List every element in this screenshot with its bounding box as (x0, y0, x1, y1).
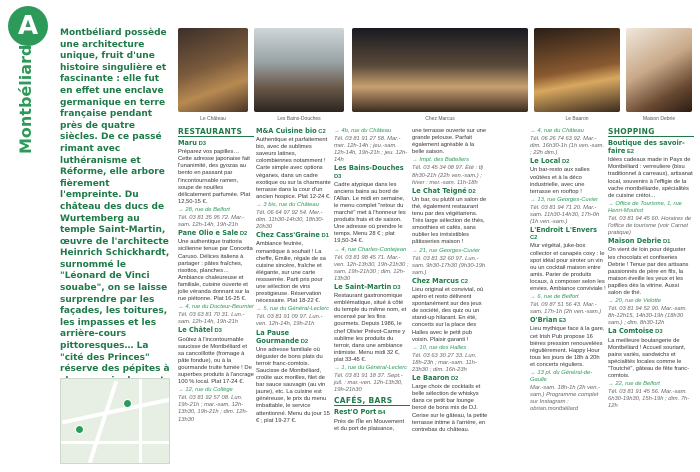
entry-text: Idées cadeaux made in Pays de Montbéliard : verreuliere (bisu traditionnel à carreaux), artisanat local, souvenirs à l'effigie de la vache montbéliarde, spécialités de cuisine crétoi… (608, 157, 693, 199)
entry-address: → 5, rue du Général-Leclerc (256, 306, 330, 313)
column-restaurants-2 (256, 128, 332, 426)
entry-text: On vient de loin pour déguster les chocolats et confiseries Debrie ! Tenue par des artisans passionnés de père en fils, la maison éveille les yeux et les papilles dès la vitrine. Aussi salon de thé. (608, 247, 689, 296)
entry-name: Chez Cass'Graine (256, 231, 320, 240)
photo-bains-douches (254, 28, 344, 122)
entry-hours: Tél. 06 64 97 92 54. Mer.-dim. 11h30-14h30, 18h30-20h30 (256, 210, 324, 231)
entry-hours: Tél. 03 81 94 71 20. Mar.-sam. 11h30-14h30, 17h-0h (1h ven.-sam.) (530, 204, 600, 226)
map-grid-ref: D2 (468, 188, 476, 195)
map-grid-ref: D3 (214, 328, 222, 335)
entry-text: Authentique et parfaitement bio, avec de sublimes saveurs latines, colombiennes notamment ! Carte simple avec options véganes, dans un cadre exotique ou sur la charmante terrasse dans la cour d'un ancien hospice. Plat 12-24 €. (256, 137, 331, 200)
entry-address: → 28, rue de Belfort (178, 206, 230, 213)
map-grid-ref: C2 (460, 278, 468, 285)
map-grid-ref: B4 (377, 410, 386, 417)
entry-address: → 6, rue de Belfort (530, 294, 579, 301)
entry-name: La Pause Gourmande (256, 328, 300, 345)
map-grid-ref: D2 (451, 376, 459, 383)
entry-name: L'Endroit L'Envers (530, 226, 597, 235)
entry-address: → Office de Tourisme, 1, rue Henri-Mouhot (608, 200, 682, 214)
map-grid-ref: D3 (655, 329, 663, 336)
column-bars-2 (530, 128, 606, 415)
entry-text: La meilleure boulangerie de Montbéliard ! Accueil souriant, pains variés, sandwichs et spécialités locales comme le "Toutché", gâteau de fête franc-comtois. (608, 337, 690, 379)
map-grid-ref: D2 (300, 338, 309, 345)
photo-caption: Les Bains-Douches (277, 116, 321, 122)
photo-caption: Le Château (200, 116, 226, 122)
entry-hours: Tél. 03 45 34 08 97. Été : tlj 8h30-21h (22h ven.-sam.) ; hiver : mer.-sam. 11h-18h (412, 165, 483, 186)
entry-name: Les Bains-Douches (334, 164, 404, 173)
entry-address: → 20, rue de Velotte (608, 298, 661, 305)
sidebar (0, 0, 58, 472)
section-heading: SHOPPING (608, 128, 694, 137)
photo-strip (178, 28, 692, 122)
map-grid-ref: E3 (558, 318, 567, 325)
entry-name: Rest'O Port (334, 408, 377, 417)
entry-text: Large choix de cocktails et belle sélection de whiskys dans ce petit bar lounge bercé de bons mix de DJ. Cerise sur le gâteau, la petite terrasse intime à l'arrière, en contrebas du château. (412, 384, 488, 433)
photo-baaron (534, 28, 620, 122)
entry-hours: Tél. 03 81 91 09 97. Lun.-ven. 12h-14h, 19h-21h (256, 314, 323, 328)
entry-hours: Tél. 03 81 32 60 97. Lun.-sam. 9h30-17h30 (9h30-19h sam.) (412, 255, 486, 276)
map-grid-ref: D3 (198, 141, 207, 148)
map-road (139, 379, 142, 464)
entry-hours: Tél. 03 81 94 45 60. Horaires de l'office de tourisme (voir Carnet pratique) (608, 216, 692, 237)
photo-chateau (178, 28, 248, 122)
city-map[interactable] (60, 378, 170, 464)
section-heading: RESTAURANTS (178, 128, 254, 137)
entry-text: Un bar, ou plutôt un salon de thé, également restaurant tenu par des végétariens. Très large sélection de thés, smoothies et cafés, sans oublier les irrésistibles pâtisseries maison ! (412, 196, 487, 246)
entry-text: Une adresse familiale où déguster de bons plats du terroir franc-comtois. Saucisse de Montbéliard, croûte aux morilles, filet de bar sauce sauvagin (au vin jaune), etc. La cuisine est généreuse, le prix du menu imbattable, le service attentionné. Menu du jour 15 € ; plat 19-27 €. (256, 346, 330, 424)
entry-hours: Tél. 03 81 98 45 71. Mar.-ven. 12h-13h30, 19h-21h30 ; sam. 19h-21h30 ; dim. 12h-13h30 (334, 254, 409, 282)
food-photo (178, 28, 248, 112)
entry-name: Chez Marcus (412, 276, 459, 285)
map-road (61, 441, 170, 444)
entry-name: Maison Debrie (608, 237, 662, 246)
entry-text: Préparez vos papilles… Cette adresse japonaise fait l'unanimité, des gyozas au bento en passant par l'incontournable ramen, soupe de nouilles délicatement parfumée. Plat 12,50-15 €. (178, 149, 251, 205)
entry-address: → 21, rue Georges-Cuvier (412, 247, 480, 254)
entry-name: Maru (178, 139, 197, 148)
map-grid-ref: D1 (321, 233, 329, 240)
entry-text: Lieu mythique face à la gare, cet Irish Pub propose 16 bières pression renouvelées régulièrement. Happy Hour tous les jours de 18h à 20h et concerts réguliers. (530, 326, 605, 368)
intro-text: Montbéliard possède une architecture unique, fruit d'une histoire singulière et fascinante : elle fut en effet une enclave germanique en terre française pendant près de quatre siècles. De ce passé rimant avec luthéranisme et Réforme, elle arbore fièrement l'empreinte. Du château des ducs de Wurtemberg au temple Saint-Martin, œuvre de l'architecte Heinrich Schickhardt, surnommé le "Léonard de Vinci souabe", on se laisse surprendre par les façades, les toitures, les impasses et les arrière-cours pittoresques… La "cité des Princes" réserve des pépites à (60, 28, 170, 375)
entry-hours: Mar.-sam. 18h-1h (2h ven.-sam.) Programme complet sur Instagram : obrian.montbéliard (530, 385, 601, 413)
column-restaurants (178, 128, 254, 425)
entry-text: Mur végétal, juke-box collector et canapés cosy : le spot idéal pour siroter un vin ou un cocktail maison entre amis. Parier de produits locaux, à composer selon les envies. Ambiance conviviale ! (530, 243, 606, 292)
map-grid-ref: C2 (530, 235, 538, 242)
entry-hours: Tél. 03 81 35 95 72. Mar.-sam. 12h-14h, 19h-21h (178, 215, 245, 229)
entry-address: → 10, rue des Halles (412, 344, 467, 351)
entry-address: → 13, rue Georges-Cuvier (530, 196, 598, 203)
entry-address: → 4, rue du Docteur-Beurnier (178, 304, 254, 311)
photo-caption: Chez Marcus (425, 116, 455, 122)
entry-hours: Tél. 03 81 91 18 37. Sept.-juil. : mar.-ven. 12h-13h30, 19h-21h30 (334, 373, 403, 394)
map-grid-ref: D2 (239, 231, 248, 238)
vertical-title-wrap (14, 44, 36, 158)
entry-address: → 4, rue du Château (530, 128, 584, 134)
map-grid-ref: C2 (318, 129, 326, 135)
entry-address: → 4, rue Charles-Contejean (334, 246, 407, 253)
photo-caption: Le Baaron (565, 116, 589, 122)
map-grid-ref: D2 (561, 159, 570, 166)
city-title: Montbéliard (16, 44, 35, 154)
chocolate-photo (626, 28, 692, 112)
entry-hours: Tél. 03 81 91 45 56. Mar.-sam. 6h30-19h30, 15h-19h ; dim. 7h-12h (608, 389, 690, 410)
column-restaurants-3 (334, 128, 410, 434)
entry-name: Le Chat Teigné (412, 186, 467, 195)
terrace-photo (254, 28, 344, 112)
entry-text: Cadre atypique dans les anciens bains au bord de l'Allan. Le midi en semaine, le menu complet "retour du marché" met à l'honneur les produits frais et de saison. Une adresse où prendre le temps. Menu 28 € ; plat 19,50-34 €. (334, 181, 406, 245)
entry-name: Le Châtel (178, 326, 213, 335)
map-grid-ref: D3 (393, 284, 401, 291)
entry-text: Lieu original et convivial, où apéro et resto délivrent spontanément sur des jeux de société, des quiz ou un stand-up hilarant. En été, concerts sur la place des Halles avec le petit pub voisin. Plaisir garanti ! (412, 286, 484, 343)
entry-text: Ambiance feutrée, romantique à souhait ! La cheffe, Émilie, régale de sa cuisine sincère, fraîche et élégante, sur une carte ressserrée. Parti pris pour une sélection de vins prestigieuse. Réservation nécessaire. Plat 18-22 €. (256, 241, 326, 305)
entry-text: Une authentique trattoria sicilienne tenue par Concetta Caruso. Délices italiens à partager : pâtes fraîches, risottos, planches… Ambiance chaleureuse et familiale, cuisine ouverte et jolie véranda donnant sur la rue piétonne. Plat 16-25 €. (178, 239, 253, 303)
entry-hours: Tél. 03 81 91 27 58. Mar.-mer. 12h-14h ; jeu.-sam. 12h-14h, 19h-21h ; jeu. 12h-14h (334, 136, 408, 164)
column-shopping (608, 128, 694, 411)
entry-text: Un bar-resto aux salles voûtées et à la déco industrielle, avec une terrasse en rooftop ! (530, 167, 590, 195)
entry-address: → 1, rue du Général-Leclerc (334, 365, 408, 371)
entry-hours: Tél. 03 63 81 70 31. Lun.-sam. 12h-14h, 19h-21h (178, 312, 245, 326)
map-pin-icon (75, 425, 84, 434)
entry-hours: Tél. 03 63 30 27 33. Lun. 18h-23h ; mar.-sam. 11h-23h30 ; dim. 16h-23h (412, 352, 477, 373)
entry-address: → 3 bis, rue du Château (256, 201, 319, 208)
section-heading: CAFÉS, BARS (334, 397, 410, 406)
map-road (88, 380, 118, 463)
entry-name: Pane Olio e Sale (178, 229, 239, 238)
entry-name: La Comtoise (608, 327, 654, 336)
entry-text: Près de l'Île en Mouvement et du port de plaisance, (334, 418, 405, 432)
entry-address: → 22, rue de Belfort (608, 381, 660, 388)
entry-text: Goûtez à l'incontournable saucisse de Montbéliard et sa cancoillotte (fromage à pâte fondue), ou à la gourmande truite fumée ! De superbes produits à l'ancrage 100 % local. Plat 17-24 €. (178, 336, 254, 386)
entry-name: Le Saint-Martin (334, 282, 392, 291)
photo-caption: Maison Debrie (642, 116, 676, 122)
bar-photo (352, 28, 528, 112)
entry-name: Le Local (530, 157, 561, 166)
map-grid-ref: E2 (626, 149, 635, 156)
entry-address: → 12, rue du Collège (178, 387, 233, 394)
entry-address: → 13 pl. du Général-de-Gaulle (530, 370, 593, 384)
map-road (62, 398, 170, 425)
entry-name: O'Brian (530, 316, 558, 325)
section-letter-badge: A (8, 6, 48, 46)
entry-hours: Tél. 03 81 92 57 08. Lun. 19h-21h ; mar.-sam. 12h-13h30, 19h-21h ; dim. 12h-13h30 (178, 395, 248, 423)
map-grid-ref: D1 (663, 239, 671, 246)
cocktail-photo (534, 28, 620, 112)
entry-hours: Tél. 09 87 51 56 43. Mar.-sam. 17h-1h (2h ven.-sam.) (530, 302, 602, 316)
entry-text: Restaurant gastronomique emblématique, situé à côté du temple du même nom, et encensé par les fins gourmets. Depuis 1986, le chef Olivier Prévot-Carme y sublime les produits du terroir, dans une ambiance intimiste. Menu midi 32 €, plat 33-45 €. (334, 293, 407, 363)
entry-name: Boutique des savoir-faire (608, 139, 685, 156)
entry-address: → Impt. des Batteliers (412, 157, 470, 164)
entry-hours: Tél. 03 81 94 52 90. Mar.-sam. 8h-12h15, 14h30-19h (18h30 sam.) ; dim. 8h30-12h (608, 306, 688, 327)
map-pin-icon (123, 399, 132, 408)
entry-address: → 4b, rue du Château (334, 128, 392, 134)
map-grid-ref: D3 (334, 173, 342, 180)
entry-name: M&A Cuisine bio (256, 127, 317, 135)
photo-chez-marcus (352, 28, 528, 122)
photo-maison-debrie (626, 28, 692, 122)
column-cafes-bars (412, 128, 488, 435)
entry-text: une terrasse ouverte sur une grande pelouse. Parfait également agréable à la belle saison. (412, 128, 487, 156)
entry-hours: Tél. 06 26 74 63 92. Mar.-dim. 16h30-1h (1h ven.-sam. ; 22h dim.) (530, 136, 605, 157)
entry-name: Le Baaron (412, 374, 450, 383)
